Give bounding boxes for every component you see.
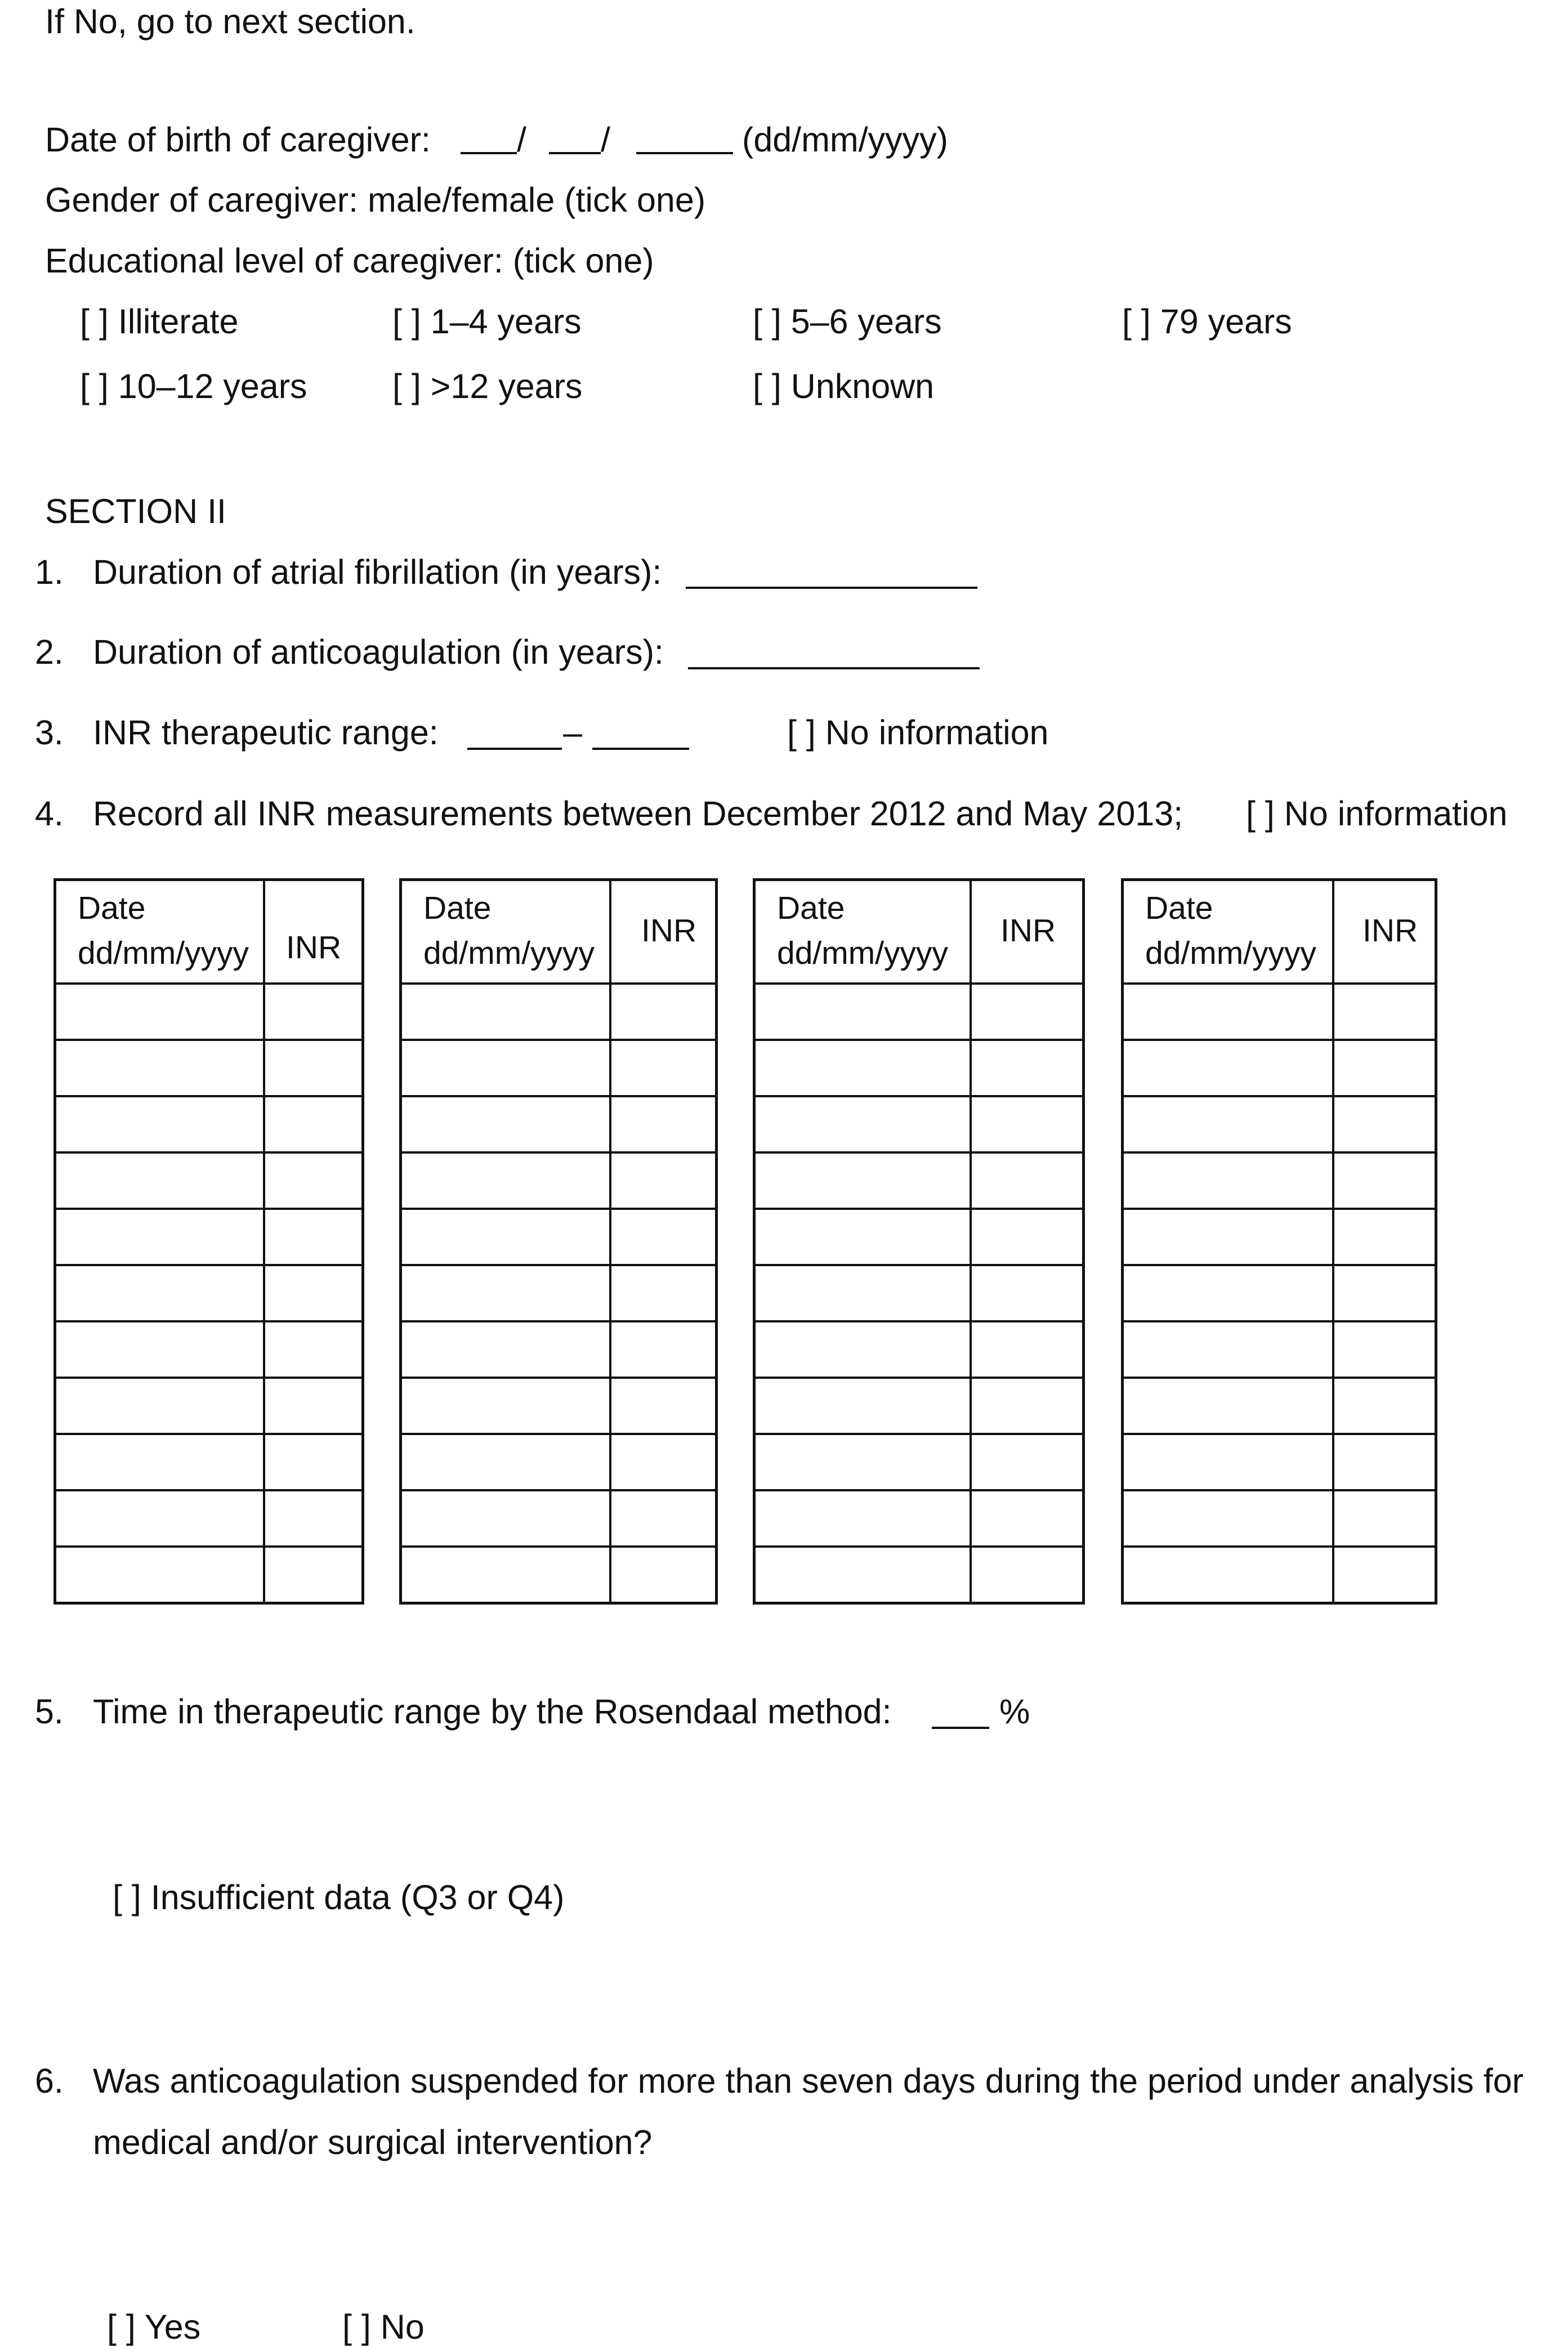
inr-date-cell[interactable] xyxy=(756,1435,970,1489)
inr-value-cell[interactable] xyxy=(972,1266,1082,1320)
inr-table-date-format: dd/mm/yyyy xyxy=(1145,935,1317,971)
inr-date-cell[interactable] xyxy=(402,1548,609,1602)
inr-date-cell[interactable] xyxy=(402,1379,609,1433)
caregiver-dob-label: Date of birth of caregiver: xyxy=(45,120,431,159)
inr-date-cell[interactable] xyxy=(56,1210,263,1264)
inr-date-cell[interactable] xyxy=(402,985,609,1039)
inr-value-cell[interactable] xyxy=(1334,1548,1435,1602)
inr-value-cell[interactable] xyxy=(972,1097,1082,1151)
inr-date-cell[interactable] xyxy=(1124,1435,1332,1489)
inr-table-3 xyxy=(753,878,1085,1605)
inr-date-cell[interactable] xyxy=(402,1210,609,1264)
inr-date-cell[interactable] xyxy=(1124,985,1332,1039)
dob-format-hint: (dd/mm/yyyy) xyxy=(742,120,948,159)
inr-value-cell[interactable] xyxy=(265,1379,361,1433)
inr-value-cell[interactable] xyxy=(1334,1435,1435,1489)
inr-table-inr-header: INR xyxy=(286,930,342,966)
inr-value-cell[interactable] xyxy=(972,1435,1082,1489)
caregiver-gender-label: Gender of caregiver: male/female (tick one) xyxy=(45,181,706,219)
inr-table-date-format: dd/mm/yyyy xyxy=(777,935,949,971)
section-ii-title: SECTION II xyxy=(45,492,226,530)
inr-value-cell[interactable] xyxy=(611,1379,715,1433)
skip-note: If No, go to next section. xyxy=(45,2,416,41)
inr-date-cell[interactable] xyxy=(402,1491,609,1545)
education-option-over-12-years[interactable]: [ ] >12 years xyxy=(392,367,583,405)
q3-range-low-field[interactable] xyxy=(467,748,562,750)
inr-date-cell[interactable] xyxy=(56,1041,263,1095)
q5-insufficient-data-checkbox[interactable]: [ ] Insufficient data (Q3 or Q4) xyxy=(113,1878,565,1916)
inr-date-cell[interactable] xyxy=(756,1210,970,1264)
inr-value-cell[interactable] xyxy=(611,985,715,1039)
inr-value-cell[interactable] xyxy=(972,985,1082,1039)
q3-range-high-field[interactable] xyxy=(592,748,689,750)
inr-value-cell[interactable] xyxy=(265,1548,361,1602)
dob-month-field[interactable] xyxy=(549,152,601,154)
inr-date-cell[interactable] xyxy=(756,1097,970,1151)
inr-date-cell[interactable] xyxy=(402,1154,609,1208)
inr-date-cell[interactable] xyxy=(56,1379,263,1433)
q3-no-information-checkbox[interactable]: [ ] No information xyxy=(787,713,1049,752)
inr-value-cell[interactable] xyxy=(972,1210,1082,1264)
q3-number: 3. xyxy=(35,713,64,752)
q4-label: Record all INR measurements between December 2012 and May 2013; xyxy=(93,794,1183,833)
education-option-5-6-years[interactable]: [ ] 5–6 years xyxy=(753,302,942,341)
inr-date-cell[interactable] xyxy=(56,1548,263,1602)
inr-value-cell[interactable] xyxy=(265,1154,361,1208)
inr-value-cell[interactable] xyxy=(265,1435,361,1489)
education-option-1-4-years[interactable]: [ ] 1–4 years xyxy=(392,302,582,341)
q2-number: 2. xyxy=(35,633,64,671)
q3-label: INR therapeutic range: xyxy=(93,713,439,752)
inr-date-cell[interactable] xyxy=(1124,1266,1332,1320)
q2-label: Duration of anticoagulation (in years): xyxy=(93,633,664,671)
q5-number: 5. xyxy=(35,1692,64,1731)
inr-value-cell[interactable] xyxy=(1334,1210,1435,1264)
inr-value-cell[interactable] xyxy=(972,1322,1082,1377)
q6-no-checkbox[interactable]: [ ] No xyxy=(342,2308,425,2346)
inr-value-cell[interactable] xyxy=(972,1548,1082,1602)
inr-value-cell[interactable] xyxy=(1334,1491,1435,1545)
q4-no-information-checkbox[interactable]: [ ] No information xyxy=(1246,794,1508,833)
inr-date-cell[interactable] xyxy=(402,1322,609,1377)
inr-value-cell[interactable] xyxy=(611,1154,715,1208)
inr-date-cell[interactable] xyxy=(756,1154,970,1208)
inr-value-cell[interactable] xyxy=(1334,1097,1435,1151)
inr-date-cell[interactable] xyxy=(756,1322,970,1377)
inr-date-cell[interactable] xyxy=(756,1491,970,1545)
inr-date-cell[interactable] xyxy=(56,1322,263,1377)
inr-table-date-header: Date xyxy=(1145,890,1213,926)
inr-value-cell[interactable] xyxy=(611,1041,715,1095)
inr-value-cell[interactable] xyxy=(265,1322,361,1377)
inr-value-cell[interactable] xyxy=(265,1491,361,1545)
q5-percent-unit: % xyxy=(999,1692,1030,1731)
q5-ttr-field[interactable] xyxy=(932,1727,989,1729)
inr-value-cell[interactable] xyxy=(611,1435,715,1489)
inr-date-cell[interactable] xyxy=(402,1266,609,1320)
inr-value-cell[interactable] xyxy=(611,1491,715,1545)
inr-date-cell[interactable] xyxy=(756,1379,970,1433)
inr-table-2 xyxy=(399,878,718,1605)
inr-date-cell[interactable] xyxy=(1124,1548,1332,1602)
inr-table-inr-header: INR xyxy=(1362,913,1418,949)
inr-date-cell[interactable] xyxy=(756,1041,970,1095)
inr-value-cell[interactable] xyxy=(972,1379,1082,1433)
inr-date-cell[interactable] xyxy=(756,1548,970,1602)
education-option-illiterate[interactable]: [ ] Illiterate xyxy=(80,302,239,341)
q1-duration-af-field[interactable] xyxy=(686,587,977,589)
education-option-79-years[interactable]: [ ] 79 years xyxy=(1122,302,1292,341)
inr-date-cell[interactable] xyxy=(756,1266,970,1320)
inr-date-cell[interactable] xyxy=(56,1097,263,1151)
inr-table-date-format: dd/mm/yyyy xyxy=(423,935,595,971)
inr-value-cell[interactable] xyxy=(1334,1154,1435,1208)
caregiver-education-label: Educational level of caregiver: (tick one) xyxy=(45,242,654,280)
inr-table-1 xyxy=(53,878,364,1605)
inr-value-cell[interactable] xyxy=(611,1548,715,1602)
education-option-10-12-years[interactable]: [ ] 10–12 years xyxy=(80,367,307,405)
inr-value-cell[interactable] xyxy=(1334,985,1435,1039)
inr-date-cell[interactable] xyxy=(402,1097,609,1151)
q6-label-line-2: medical and/or surgical intervention? xyxy=(93,2123,653,2161)
dob-separator-1: / xyxy=(517,120,526,159)
q4-number: 4. xyxy=(35,794,64,833)
inr-value-cell[interactable] xyxy=(1334,1266,1435,1320)
inr-table-inr-header: INR xyxy=(641,913,697,949)
inr-value-cell[interactable] xyxy=(611,1097,715,1151)
inr-date-cell[interactable] xyxy=(1124,1322,1332,1377)
inr-date-cell[interactable] xyxy=(56,1435,263,1489)
inr-value-cell[interactable] xyxy=(972,1154,1082,1208)
inr-value-cell[interactable] xyxy=(265,1041,361,1095)
inr-date-cell[interactable] xyxy=(1124,1041,1332,1095)
inr-date-cell[interactable] xyxy=(1124,1154,1332,1208)
dob-separator-2: / xyxy=(601,120,610,159)
inr-value-cell[interactable] xyxy=(611,1266,715,1320)
inr-value-cell[interactable] xyxy=(265,985,361,1039)
inr-date-cell[interactable] xyxy=(1124,1097,1332,1151)
q6-number: 6. xyxy=(35,2062,64,2100)
inr-date-cell[interactable] xyxy=(1124,1379,1332,1433)
inr-value-cell[interactable] xyxy=(1334,1322,1435,1377)
inr-table-inr-header: INR xyxy=(1000,913,1056,949)
education-option-unknown[interactable]: [ ] Unknown xyxy=(753,367,935,405)
inr-date-cell[interactable] xyxy=(1124,1491,1332,1545)
q6-label-line-1: Was anticoagulation suspended for more than seven days during the period under analysis for xyxy=(93,2062,1524,2100)
q5-label: Time in therapeutic range by the Rosendaal method: xyxy=(93,1692,892,1731)
inr-value-cell[interactable] xyxy=(265,1097,361,1151)
dob-year-field[interactable] xyxy=(636,152,733,154)
inr-value-cell[interactable] xyxy=(972,1041,1082,1095)
inr-value-cell[interactable] xyxy=(1334,1041,1435,1095)
q2-duration-anticoagulation-field[interactable] xyxy=(688,667,980,669)
dob-day-field[interactable] xyxy=(461,152,517,154)
inr-table-date-header: Date xyxy=(777,890,845,926)
q1-number: 1. xyxy=(35,553,64,591)
inr-date-cell[interactable] xyxy=(56,1154,263,1208)
inr-value-cell[interactable] xyxy=(265,1210,361,1264)
inr-value-cell[interactable] xyxy=(611,1322,715,1377)
inr-date-cell[interactable] xyxy=(56,985,263,1039)
inr-table-date-header: Date xyxy=(423,890,492,926)
q3-range-dash: – xyxy=(563,713,582,752)
inr-date-cell[interactable] xyxy=(1124,1210,1332,1264)
inr-date-cell[interactable] xyxy=(402,1041,609,1095)
inr-date-cell[interactable] xyxy=(756,985,970,1039)
inr-table-date-format: dd/mm/yyyy xyxy=(78,935,249,971)
inr-table-date-header: Date xyxy=(78,890,146,926)
inr-value-cell[interactable] xyxy=(611,1210,715,1264)
q1-label: Duration of atrial fibrillation (in years): xyxy=(93,553,662,591)
inr-date-cell[interactable] xyxy=(56,1266,263,1320)
q6-yes-checkbox[interactable]: [ ] Yes xyxy=(107,2308,201,2346)
inr-date-cell[interactable] xyxy=(402,1435,609,1489)
inr-date-cell[interactable] xyxy=(56,1491,263,1545)
inr-value-cell[interactable] xyxy=(972,1491,1082,1545)
inr-value-cell[interactable] xyxy=(265,1266,361,1320)
inr-table-4 xyxy=(1121,878,1437,1605)
inr-value-cell[interactable] xyxy=(1334,1379,1435,1433)
